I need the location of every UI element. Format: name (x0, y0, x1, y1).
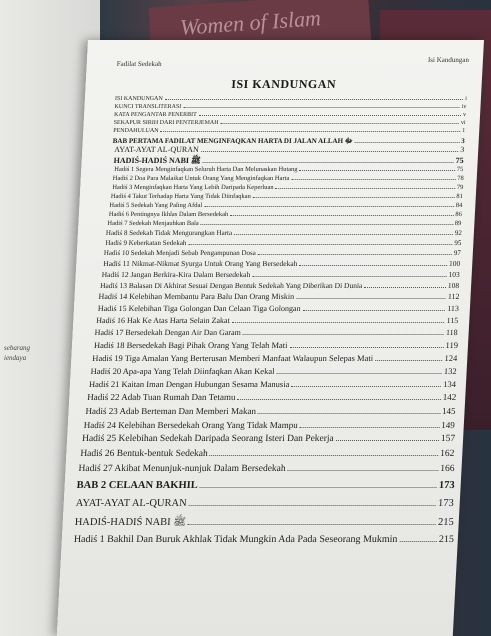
toc-entry-title: Hadiś 23 Adab Berteman Dan Memberi Makan (85, 406, 257, 416)
toc-entry-title: Hadiś 24 Kelebihan Bersedekah Orang Yang Tidak Mampu (83, 420, 299, 430)
toc-entry (85, 406, 456, 416)
toc-entry-title: Hadiś 22 Adab Tuan Rumah Dan Tetamu (87, 392, 236, 402)
toc-entry (109, 202, 462, 209)
toc-page-number: 124 (444, 353, 458, 363)
toc-entry-title: Hadiś 25 Kelebihan Sedekah Daripada Seorang Isteri Dan Pekerja (81, 434, 335, 444)
toc-entry-title: Hadiś 1 Segera Menginfaqkan Seluruh Harta Dan Melunaskan Hutang (114, 166, 298, 173)
toc-dot-leader (253, 197, 455, 198)
toc-page-number: 108 (447, 281, 460, 290)
toc-entry (115, 96, 467, 102)
toc-page-number: 215 (437, 517, 455, 528)
toc-page-number: 97 (453, 249, 462, 257)
toc-entry-title: BAB PERTAMA FADILAT MENGINFAQKAN HARTA DI JALAN ALLAH ﷻ (112, 137, 353, 145)
toc-dot-leader (234, 234, 453, 235)
toc-entry (90, 366, 457, 376)
toc-entry-title: HADIŚ-HADIŚ NABI ﷺ (113, 156, 201, 165)
toc-page-number: 79 (456, 184, 464, 191)
toc-entry (74, 516, 454, 531)
running-header-section: Isi Kandungan (427, 56, 470, 64)
toc-entry (78, 464, 455, 474)
toc-dot-leader (291, 386, 441, 387)
toc-dot-leader (364, 287, 446, 288)
toc-entry-title: Hadiś 1 Bakhil Dan Buruk Akhlak Tidak Mungkin Ada Pada Seseorang Mukmin (73, 534, 398, 545)
toc-dot-leader (276, 373, 441, 374)
toc-dot-leader (336, 440, 439, 441)
toc-entry (76, 480, 455, 491)
toc-entry (96, 316, 458, 325)
toc-page-number: 86 (455, 211, 463, 218)
toc-page-number: 119 (445, 340, 459, 350)
toc-dot-leader (355, 142, 460, 143)
toc-entry-title: Hadiś 16 Hak Ke Atas Harta Selain Zakat (96, 316, 231, 325)
toc-entry (114, 166, 463, 173)
toc-page-number: 132 (443, 366, 457, 376)
toc-page-number: 75 (455, 156, 464, 165)
toc-page-number: 92 (454, 229, 463, 237)
toc-entry (98, 304, 459, 313)
toc-dot-leader (189, 505, 436, 506)
toc-dot-leader (220, 123, 459, 124)
toc-entry-title: Hadiś 15 Kelebihan Tiga Golongan Dan Celaan Tiga Golongan (97, 304, 301, 313)
toc-page-number: 166 (440, 464, 455, 474)
toc-entry (94, 328, 457, 337)
toc-dot-leader (258, 254, 452, 255)
running-header-book-title: Fadilat Sedekah (116, 60, 162, 68)
toc-entry (113, 120, 465, 126)
toc-entry (105, 239, 461, 247)
toc-entry (113, 175, 464, 182)
toc-dot-leader (375, 360, 443, 361)
toc-page-number: 145 (441, 406, 456, 416)
toc-entry (84, 420, 456, 430)
toc-entry (112, 184, 463, 191)
toc-page-number: 3 (460, 145, 465, 154)
toc-entry (98, 292, 459, 301)
toc-dot-leader (237, 399, 440, 400)
toc-dot-leader (252, 276, 446, 277)
toc-dot-leader (276, 188, 455, 189)
toc-dot-leader (296, 298, 446, 299)
toc-entry-title: Hadiś 12 Jangan Berkira-Kira Dalam Bersedekah (101, 270, 251, 279)
toc-entry (104, 249, 461, 257)
toc-page-number: 113 (446, 304, 460, 313)
toc-page-number: 162 (439, 449, 455, 459)
toc-entry-title: Hadiś 18 Bersedekah Bagi Pihak Orang Yang Telah Mati (93, 340, 288, 350)
toc-dot-leader (232, 322, 445, 323)
toc-entry (80, 449, 455, 459)
toc-dot-leader (161, 131, 461, 132)
toc-entry-title: Hadiś 4 Takut Terhadap Harta Yang Tidak Diinfaqkan (110, 193, 252, 200)
toc-entry-title: AYAT-AYAT AL-QURAN (114, 145, 200, 154)
page-title: ISI KANDUNGAN (230, 77, 337, 91)
toc-entry-title: Hadiś 21 Kaitan Iman Dengan Hubungan Sesama Manusia (88, 379, 290, 389)
toc-entry (92, 353, 458, 363)
toc-dot-leader (199, 115, 461, 116)
toc-entry (109, 211, 462, 218)
toc-entry (114, 104, 466, 110)
toc-dot-leader (291, 179, 455, 180)
toc-dot-leader (200, 487, 437, 488)
toc-entry-title: Hadiś 3 Menginfaqkan Harta Yang Lebih Daripada Keperluan (112, 184, 274, 191)
toc-entry (114, 145, 464, 154)
table-of-contents-page (57, 40, 484, 636)
toc-dot-leader (299, 265, 447, 266)
toc-entry (114, 112, 466, 118)
toc-page-number: 95 (454, 239, 462, 247)
toc-entry (107, 220, 461, 227)
toc-entry-title: Hadiś 14 Kelebihan Membantu Para Balu Dan Orang Miskin (98, 292, 295, 301)
toc-dot-leader (201, 224, 453, 225)
toc-page-number: i (465, 96, 468, 102)
toc-dot-leader (399, 541, 436, 542)
toc-page-number: 81 (456, 193, 463, 200)
toc-entry-title: PENDAHULUAN (113, 128, 159, 134)
toc-dot-leader (302, 310, 445, 311)
toc-entry (106, 229, 462, 237)
toc-page-number: 173 (437, 498, 454, 509)
toc-page-number: 215 (438, 534, 455, 545)
toc-entry-title: Hadiś 17 Bersedekah Dengan Air Dan Garam (94, 328, 242, 337)
toc-dot-leader (204, 206, 454, 207)
toc-page-number: 1 (462, 128, 466, 134)
toc-page-number: 103 (448, 270, 460, 279)
toc-entry-title: KATA PENGANTAR PENERBIT (113, 112, 197, 118)
toc-entry-title: Hadiś 26 Bentuk-bentuk Sedekah (80, 449, 209, 459)
toc-dot-leader (288, 470, 439, 471)
toc-entry-title: Hadiś 5 Sedekah Yang Paling Afdal (109, 202, 203, 209)
toc-dot-leader (210, 455, 438, 456)
toc-entry (103, 259, 460, 268)
toc-dot-leader (300, 170, 455, 171)
toc-entry-title: ISI KANDUNGAN (114, 96, 163, 102)
toc-entry-title: Hadiś 2 Doa Para Malaikat Untuk Orang Yang Menginfaqkan Harta (112, 175, 290, 182)
toc-entry (113, 128, 465, 134)
toc-page-number: 149 (441, 420, 456, 430)
previous-page-text-1: sebarang (4, 344, 31, 352)
toc-dot-leader (165, 99, 464, 100)
background-book-title: Women of Islam (179, 5, 322, 40)
toc-page-number: 142 (442, 392, 457, 402)
toc-entry-title: SEKAPUR SIRIH DARI PENTERJEMAH (113, 120, 219, 126)
toc-page-number: 84 (455, 202, 463, 209)
toc-page-number: 115 (446, 316, 459, 325)
toc-entry (100, 281, 459, 290)
toc-page-number: 112 (447, 292, 460, 301)
toc-page-number: 75 (456, 166, 464, 173)
toc-entry-title: Hadiś 7 Sedekah Menjauhkan Bala (107, 220, 199, 227)
toc-entry-title: Hadiś 27 Akibat Menunjuk-nunjuk Dalam Bersedekah (78, 464, 286, 474)
toc-page-number: 134 (442, 379, 457, 389)
toc-entry (82, 434, 456, 444)
toc-entry-title: HADIŚ-HADIŚ NABI ﷺ (74, 517, 187, 528)
toc-entry (87, 392, 457, 402)
toc-page-number: 3 (460, 137, 465, 145)
toc-dot-leader (203, 162, 454, 163)
toc-entry-title: Hadiś 11 Nikmat-Nikmat Syurga Untuk Orang Yang Bersedekah (103, 259, 298, 268)
toc-page-number: 157 (440, 434, 456, 444)
toc-entry (101, 270, 459, 279)
toc-page-number: vi (460, 120, 466, 126)
toc-entry-title: Hadiś 9 Keberkatan Sedekah (105, 239, 187, 247)
toc-dot-leader (258, 413, 440, 414)
toc-entry-title: BAB 2 CELAAN BAKHIL (76, 480, 199, 491)
toc-page-number: v (462, 112, 467, 118)
toc-dot-leader (300, 427, 440, 428)
toc-entry-title: Hadiś 10 Sedekah Menjadi Sebab Pengampunan Dosa (103, 249, 257, 257)
toc-entry-title: Hadiś 20 Apa-apa Yang Telah Diinfaqkan Akan Kekal (90, 366, 275, 376)
toc-dot-leader (201, 151, 459, 152)
toc-entry-title: AYAT-AYAT AL-QURAN (75, 498, 187, 509)
toc-entry-title: Hadiś 13 Balasan Di Akhirat Sesuai Dengan Bentuk Sedekah Yang Diberikan Di Dunia (99, 281, 363, 290)
previous-page-text-2: iendaya (4, 354, 27, 362)
toc-entry (89, 379, 457, 389)
toc-entry (75, 498, 454, 509)
toc-entry-title: Hadiś 6 Pentingnya Ikhlas Dalam Bersedekah (108, 211, 229, 218)
toc-page-number: iv (461, 104, 467, 110)
toc-entry (94, 340, 459, 350)
toc-entry (74, 534, 455, 545)
toc-page-number: 78 (457, 175, 464, 182)
toc-entry-title: KUNCI TRANSLITERASI (114, 104, 182, 110)
toc-entry-title: Hadiś 8 Sedekah Tidak Mengurangkan Harta (105, 229, 233, 237)
toc-entry-title: Hadiś 19 Tiga Amalan Yang Berterusan Memberi Manfaat Walaupun Selepas Mati (92, 353, 374, 363)
toc-dot-leader (243, 334, 444, 335)
toc-page-number: 89 (454, 220, 462, 227)
toc-entry (111, 193, 463, 200)
toc-dot-leader (289, 347, 443, 348)
toc-dot-leader (183, 107, 460, 108)
toc-page-number: 100 (448, 259, 461, 268)
toc-page-number: 118 (445, 328, 458, 337)
toc-dot-leader (188, 524, 436, 525)
toc-dot-leader (230, 215, 453, 216)
toc-dot-leader (188, 244, 452, 245)
toc-page-number: 173 (438, 480, 455, 491)
